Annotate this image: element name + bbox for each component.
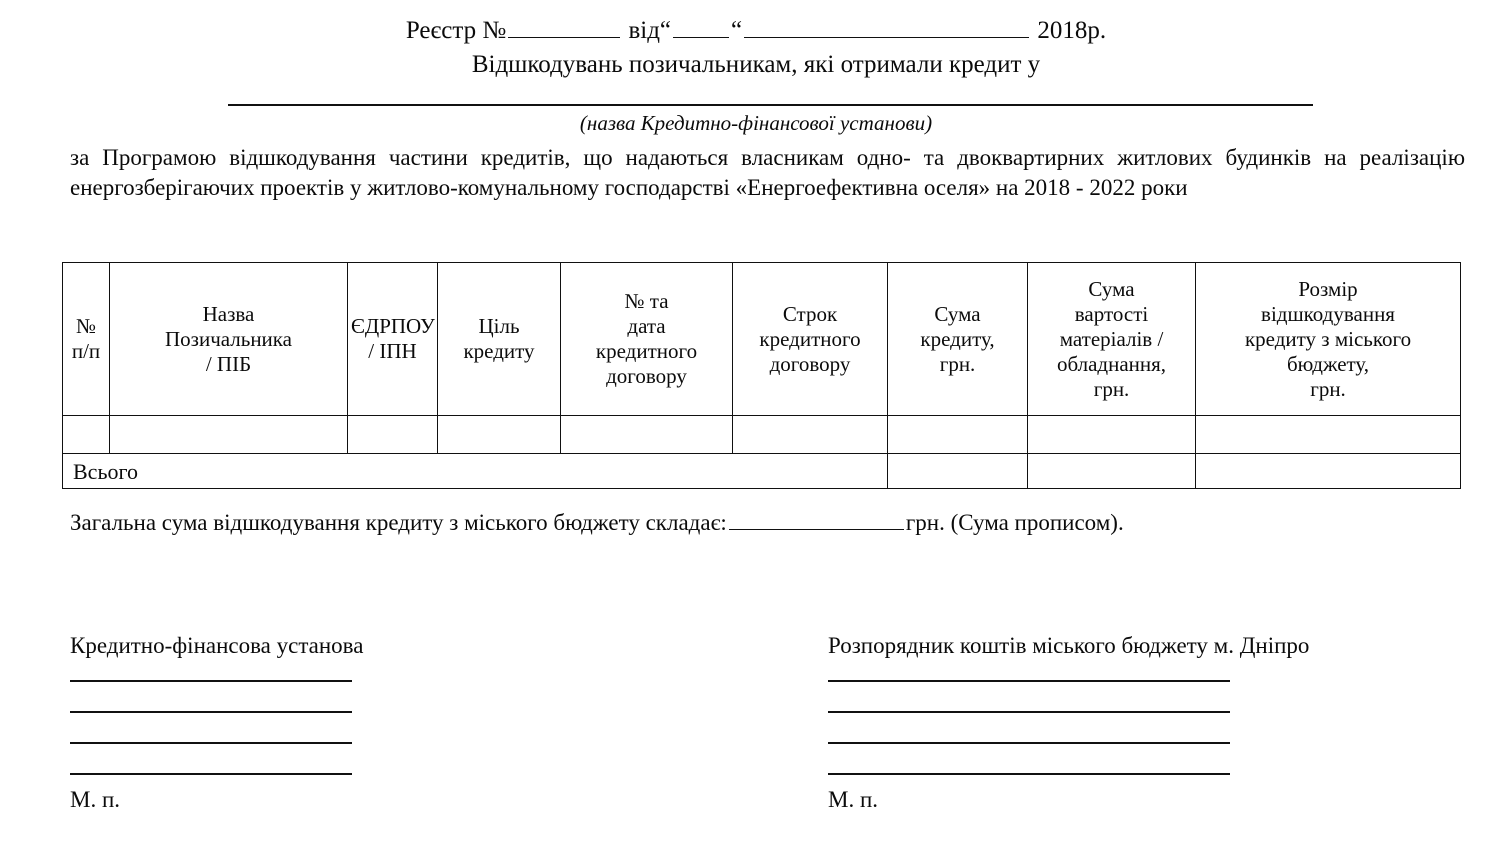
column-header-contract-number-date bbox=[561, 263, 733, 416]
month-blank[interactable] bbox=[744, 17, 1029, 38]
date-from-label: від bbox=[628, 17, 660, 44]
header-line: грн. bbox=[939, 351, 976, 376]
registry-number-blank[interactable] bbox=[508, 17, 620, 38]
registry-table bbox=[62, 262, 1461, 489]
institution-caption: (назва Кредитно-фінансової установи) bbox=[579, 111, 933, 135]
stamp-placeholder-left: М. п. bbox=[70, 787, 121, 812]
header-line: Позичальника bbox=[165, 326, 293, 351]
header-line: грн. bbox=[1310, 376, 1346, 401]
column-header-materials-cost bbox=[1028, 263, 1196, 416]
registry-subtitle: Відшкодувань позичальникам, які отримали кредит у bbox=[471, 51, 1041, 78]
table-total-row[interactable] bbox=[63, 454, 1461, 489]
signature-title-credit-institution: Кредитно-фінансова установа bbox=[70, 633, 364, 658]
header-line: Сума bbox=[934, 301, 981, 326]
registry-title-line bbox=[0, 16, 1512, 46]
header-line: кредитного bbox=[759, 326, 861, 351]
header-line: кредитного bbox=[595, 339, 698, 363]
header-line: / ІПН bbox=[368, 339, 417, 363]
total-label-cell: Всього bbox=[63, 454, 888, 489]
header-line: / ПІБ bbox=[205, 351, 252, 376]
column-header-edrpou bbox=[348, 263, 438, 416]
column-header-credit-amount bbox=[888, 263, 1028, 416]
header-line: матеріалів / bbox=[1059, 326, 1164, 351]
header-line: ЄДРПОУ bbox=[351, 314, 435, 338]
header-line: кредиту bbox=[463, 339, 535, 363]
header-line: грн. bbox=[1093, 376, 1130, 401]
header-line: дата bbox=[627, 314, 666, 338]
signature-block-budget-manager bbox=[828, 632, 1310, 813]
signature-line-2[interactable] bbox=[828, 711, 1230, 713]
header-line: п/п bbox=[71, 339, 101, 363]
summary-suffix-text: грн. (Сума прописом). bbox=[905, 510, 1124, 535]
stamp-placeholder-right: М. п. bbox=[828, 787, 879, 812]
header-line: бюджету, bbox=[1286, 351, 1370, 376]
cell-contract-term[interactable] bbox=[733, 416, 888, 454]
signature-line-3[interactable] bbox=[828, 742, 1230, 744]
cell-reimbursement-amount[interactable] bbox=[1196, 416, 1461, 454]
quote-open: “ bbox=[659, 17, 672, 44]
signature-line-3[interactable] bbox=[70, 742, 352, 744]
signature-line-2[interactable] bbox=[70, 711, 352, 713]
header-line: Назва bbox=[202, 301, 255, 326]
cell-row-number[interactable] bbox=[63, 416, 110, 454]
signature-title-budget-manager: Розпорядник коштів міського бюджету м. Дніпро bbox=[828, 633, 1310, 658]
header-line: Сума bbox=[1088, 276, 1135, 301]
header-line: Строк bbox=[782, 301, 838, 326]
header-line: відшкодування bbox=[1261, 301, 1395, 326]
cell-edrpou[interactable] bbox=[348, 416, 438, 454]
signature-line-1[interactable] bbox=[70, 680, 352, 682]
day-blank[interactable] bbox=[673, 17, 729, 38]
program-description-paragraph: за Програмою відшкодування частини кредитів, що надаються власникам одно- та двоквартирних житлових будинків на реалізацію енергозберігаючих проектів у житлово-комунальному господарстві «Енергоефективна оселя» на 2018 - 2022 роки bbox=[70, 145, 1465, 200]
signature-line-1[interactable] bbox=[828, 680, 1230, 682]
signature-block-credit-institution bbox=[70, 632, 490, 813]
header-line: обладнання, bbox=[1056, 351, 1167, 376]
signature-line-4[interactable] bbox=[70, 773, 352, 775]
total-cell-materials-cost[interactable] bbox=[1028, 454, 1196, 489]
registry-number-label: Реєстр № bbox=[405, 17, 507, 44]
header-line: договору bbox=[769, 351, 851, 376]
quote-close: “ bbox=[731, 17, 743, 44]
header-line: № bbox=[75, 314, 97, 338]
signature-line-4[interactable] bbox=[828, 773, 1230, 775]
header-line: № та bbox=[624, 289, 669, 313]
column-header-credit-purpose bbox=[438, 263, 561, 416]
header-line: договору bbox=[606, 364, 687, 388]
column-header-borrower-name bbox=[110, 263, 348, 416]
total-reimbursement-summary bbox=[70, 508, 1450, 538]
header-line: Ціль bbox=[478, 314, 520, 338]
column-header-contract-term bbox=[733, 263, 888, 416]
cell-credit-amount[interactable] bbox=[888, 416, 1028, 454]
summary-prefix-text: Загальна сума відшкодування кредиту з міського бюджету складає: bbox=[70, 510, 727, 535]
total-cell-reimbursement-amount[interactable] bbox=[1196, 454, 1461, 489]
total-cell-credit-amount[interactable] bbox=[888, 454, 1028, 489]
table-row[interactable] bbox=[63, 416, 1461, 454]
column-header-row-number bbox=[63, 263, 110, 416]
institution-name-blank[interactable] bbox=[228, 104, 1313, 106]
column-header-reimbursement-amount bbox=[1196, 263, 1461, 416]
total-amount-blank[interactable] bbox=[729, 509, 904, 530]
table-header-row bbox=[63, 263, 1461, 416]
year-label: 2018р. bbox=[1037, 17, 1107, 44]
header-line: кредиту, bbox=[920, 326, 995, 351]
cell-borrower-name[interactable] bbox=[110, 416, 348, 454]
cell-contract-number-date[interactable] bbox=[561, 416, 733, 454]
header-line: вартості bbox=[1074, 301, 1149, 326]
header-line: кредиту з міського bbox=[1244, 326, 1412, 351]
cell-credit-purpose[interactable] bbox=[438, 416, 561, 454]
cell-materials-cost[interactable] bbox=[1028, 416, 1196, 454]
header-line: Розмір bbox=[1298, 276, 1358, 301]
